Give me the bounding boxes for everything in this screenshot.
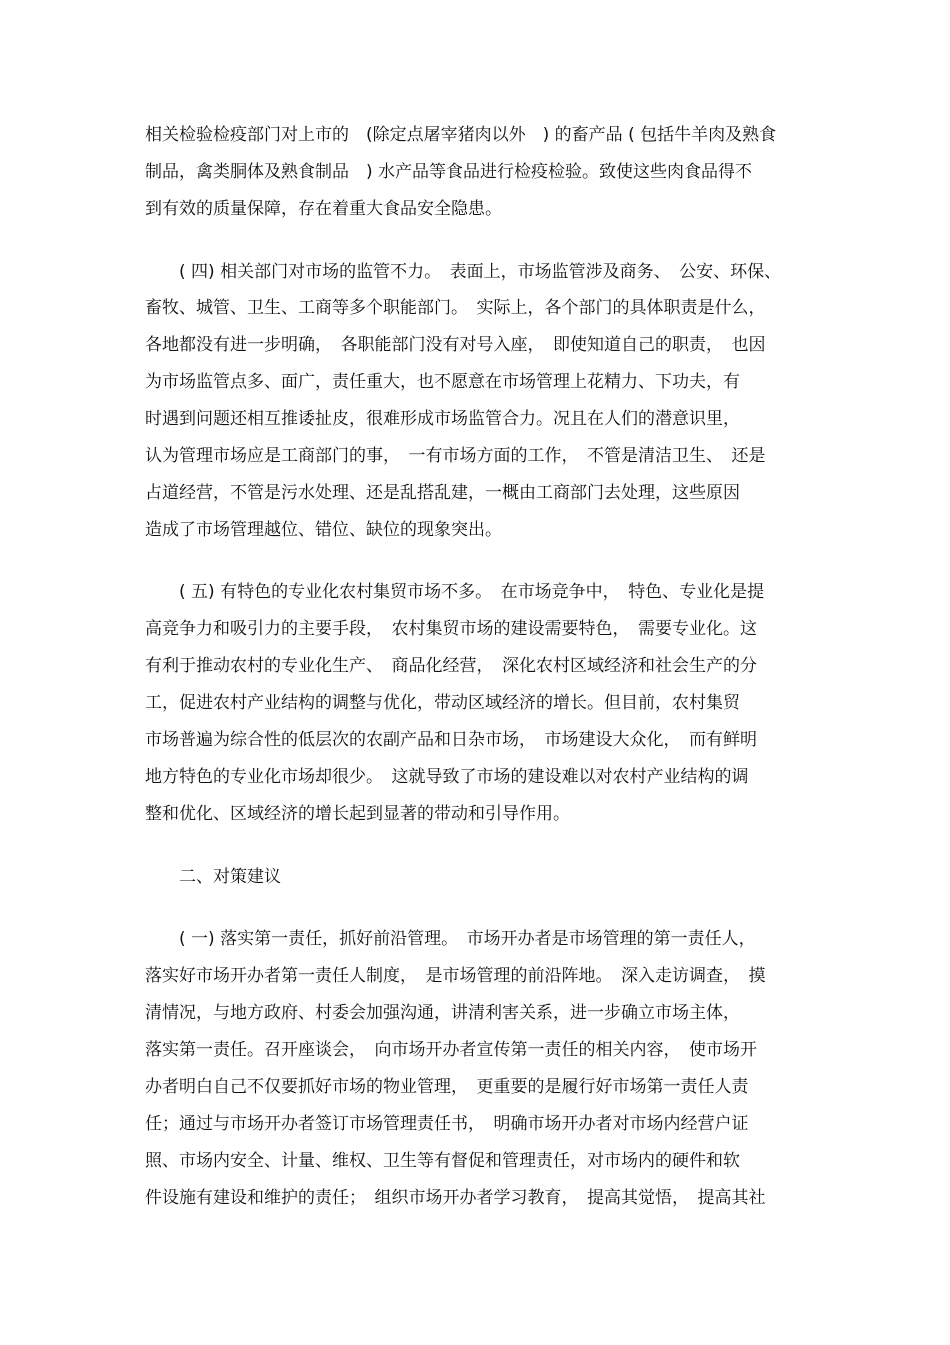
text-line: ( 四) 相关部门对市场的监管不力。 表面上，市场监管涉及商务、 公安、环保、 [145,262,782,282]
text-line: 落实好市场开办者第一责任人制度， 是市场管理的前沿阵地。 深入走访调查， 摸 [145,966,766,986]
text-line: 各地都没有进一步明确， 各职能部门没有对号入座， 即使知道自己的职责， 也因 [145,335,766,355]
text-line: 到有效的质量保障，存在着重大食品安全隐患。 [145,199,502,219]
text-line: 整和优化、区域经济的增长起到显著的带动和引导作用。 [145,804,570,824]
text-line: 工，促进农村产业结构的调整与优化，带动区域经济的增长。但目前，农村集贸 [145,693,740,713]
text-line: 市场普遍为综合性的低层次的农副产品和日杂市场， 市场建设大众化， 而有鲜明 [145,730,757,750]
text-line: 照、市场内安全、计量、维权、卫生等有督促和管理责任，对市场内的硬件和软 [145,1151,740,1171]
text-line: 清情况，与地方政府、村委会加强沟通，讲清利害关系，进一步确立市场主体， [145,1003,740,1023]
section-heading: 二、对策建议 [145,867,281,887]
text-line: 落实第一责任。召开座谈会， 向市场开办者宣传第一责任的相关内容， 使市场开 [145,1040,757,1060]
text-line: 办者明白自己不仅要抓好市场的物业管理， 更重要的是履行好市场第一责任人责 [145,1077,749,1097]
text-line: 有利于推动农村的专业化生产、 商品化经营， 深化农村区域经济和社会生产的分 [145,656,757,676]
text-line: 为市场监管点多、面广，责任重大，也不愿意在市场管理上花精力、下功夫，有 [145,372,740,392]
text-line: 相关检验检疫部门对上市的 (除定点屠宰猪肉以外 ) 的畜产品 ( 包括牛羊肉及熟食 [145,125,777,145]
text-line: 高竞争力和吸引力的主要手段， 农村集贸市场的建设需要特色， 需要专业化。这 [145,619,757,639]
text-line: 畜牧、城管、卫生、工商等多个职能部门。 实际上，各个部门的具体职责是什么， [145,298,766,318]
text-line: 认为管理市场应是工商部门的事， 一有市场方面的工作， 不管是清洁卫生、 还是 [145,446,766,466]
text-line: 占道经营，不管是污水处理、还是乱搭乱建，一概由工商部门去处理，这些原因 [145,483,740,503]
text-line: 任；通过与市场开办者签订市场管理责任书， 明确市场开办者对市场内经营户证 [145,1114,749,1134]
text-line: 地方特色的专业化市场却很少。 这就导致了市场的建设难以对农村产业结构的调 [145,767,749,787]
text-line: ( 五) 有特色的专业化农村集贸市场不多。 在市场竞争中， 特色、专业化是提 [145,582,765,602]
text-line: 制品，禽类胴体及熟食制品 ) 水产品等食品进行检疫检验。致使这些肉食品得不 [145,162,753,182]
text-line: ( 一) 落实第一责任，抓好前沿管理。 市场开办者是市场管理的第一责任人， [145,929,756,949]
text-line: 件设施有建设和维护的责任； 组织市场开办者学习教育， 提高其觉悟， 提高其社 [145,1188,766,1208]
text-line: 造成了市场管理越位、错位、缺位的现象突出。 [145,520,502,540]
text-line: 时遇到问题还相互推诿扯皮，很难形成市场监管合力。况且在人们的潜意识里， [145,409,740,429]
